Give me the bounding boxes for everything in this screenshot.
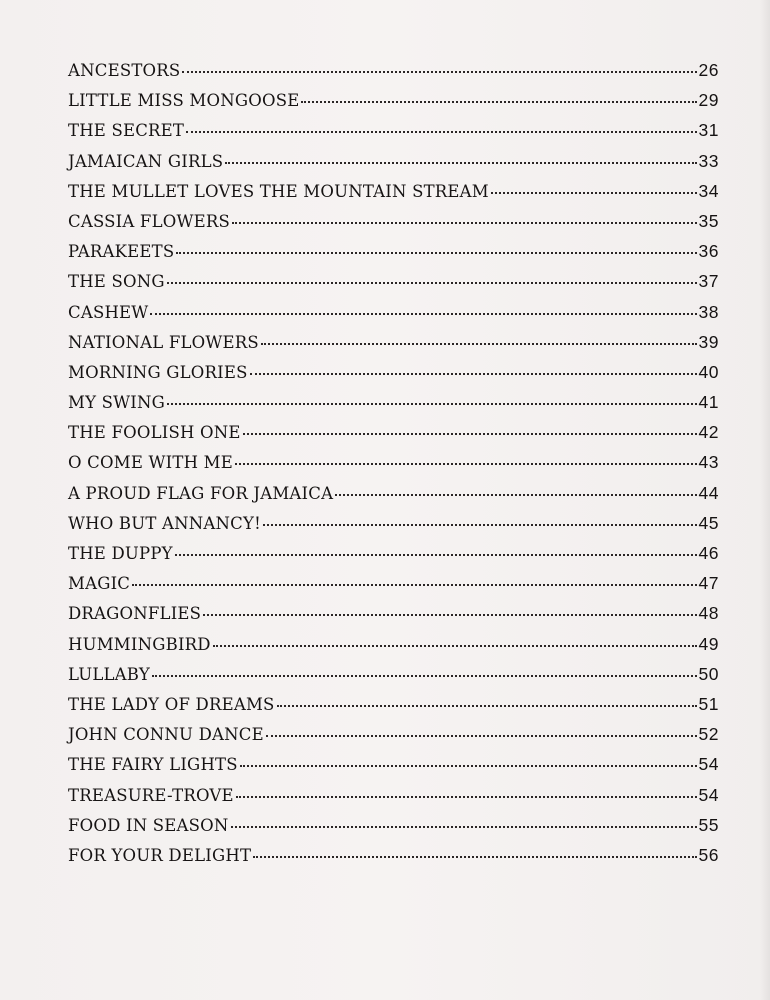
toc-entry-title: THE SECRET [68, 121, 185, 141]
dot-leader [263, 524, 697, 526]
toc-entry-page-number: 40 [698, 361, 719, 382]
toc-entry-title: THE MULLET LOVES THE MOUNTAIN STREAM [68, 181, 489, 201]
toc-entry [68, 120, 719, 150]
dot-leader [150, 313, 696, 315]
toc-entry [68, 513, 719, 543]
toc-entry [68, 634, 719, 664]
toc-entry [68, 815, 719, 845]
dot-leader [213, 645, 697, 647]
toc-entry-title: LULLABY [68, 664, 150, 684]
dot-leader [240, 765, 697, 767]
dot-leader [261, 343, 697, 345]
toc-entry [68, 664, 719, 694]
toc-entry [68, 724, 719, 754]
toc-entry [68, 573, 719, 603]
dot-leader [491, 192, 697, 194]
toc-entry [68, 302, 719, 332]
dot-leader [243, 433, 697, 435]
toc-entry-title: DRAGONFLIES [68, 604, 202, 624]
toc-entry-page-number: 37 [698, 271, 719, 292]
dot-leader [176, 252, 696, 254]
toc-entry-page-number: 43 [698, 452, 719, 473]
toc-entry-title: WHO BUT ANNANCY! [68, 513, 261, 533]
dot-leader [236, 796, 697, 798]
toc-entry [68, 483, 719, 513]
toc-entry-page-number: 41 [698, 392, 719, 413]
toc-entry-page-number: 55 [698, 814, 719, 835]
toc-entry-page-number: 42 [698, 422, 719, 443]
toc-entry-page-number: 56 [698, 844, 719, 865]
toc-entry-title: FOR YOUR DELIGHT [68, 845, 252, 865]
toc-entry-page-number: 50 [698, 663, 719, 684]
toc-entry-page-number: 36 [698, 241, 719, 262]
toc-entry-title: MY SWING [68, 393, 166, 413]
toc-entry-page-number: 38 [698, 301, 719, 322]
toc-entry-title: JAMAICAN GIRLS [68, 151, 224, 171]
toc-entry-page-number: 39 [698, 331, 719, 352]
dot-leader [231, 826, 697, 828]
toc-entry-page-number: 45 [698, 512, 719, 533]
toc-entry-title: A PROUD FLAG FOR JAMAICA [68, 483, 334, 503]
toc-entry [68, 362, 719, 392]
toc-entry [68, 694, 719, 724]
toc-entry [68, 181, 719, 211]
toc-entry-title: NATIONAL FLOWERS [68, 332, 259, 352]
toc-entry-page-number: 33 [698, 150, 719, 171]
dot-leader [182, 71, 696, 73]
dot-leader [277, 705, 697, 707]
toc-entry-page-number: 26 [698, 60, 719, 80]
dot-leader [175, 554, 697, 556]
toc-entry-title: TREASURE-TROVE [68, 785, 234, 805]
toc-entry-title: THE LADY OF DREAMS [68, 694, 275, 714]
toc-entry-page-number: 48 [698, 603, 719, 624]
toc-entry-title: MORNING GLORIES [68, 362, 248, 382]
toc-entry-title: HUMMINGBIRD [68, 634, 211, 654]
toc-entry-title: PARAKEETS [68, 242, 175, 262]
page-edge-shadow [760, 0, 770, 1000]
dot-leader [235, 463, 697, 465]
toc-entry [68, 60, 719, 90]
toc-entry-page-number: 51 [698, 693, 719, 714]
dot-leader [266, 735, 697, 737]
toc-entry-title: FOOD IN SEASON [68, 815, 229, 835]
dot-leader [250, 373, 697, 375]
toc-entry [68, 271, 719, 301]
toc-entry-title: LITTLE MISS MONGOOSE [68, 91, 300, 111]
toc-entry [68, 332, 719, 362]
dot-leader [167, 282, 697, 284]
dot-leader [152, 675, 697, 677]
toc-entry [68, 392, 719, 422]
toc-entry-title: O COME WITH ME [68, 453, 233, 473]
toc-entry [68, 543, 719, 573]
toc-entry [68, 90, 719, 120]
toc-entry-page-number: 44 [698, 482, 719, 503]
toc-entry [68, 422, 719, 452]
toc-entry-page-number: 46 [698, 543, 719, 563]
toc-entry [68, 452, 719, 482]
dot-leader [253, 856, 696, 858]
toc-entry-page-number: 52 [698, 724, 719, 745]
toc-entry-title: CASHEW [68, 302, 149, 322]
toc-entry-title: THE FOOLISH ONE [68, 423, 241, 443]
table-of-contents [68, 60, 719, 875]
toc-entry-title: THE FAIRY LIGHTS [68, 755, 238, 775]
dot-leader [186, 131, 696, 133]
toc-entry-page-number: 34 [698, 180, 719, 201]
toc-entry-page-number: 35 [698, 210, 719, 231]
toc-entry [68, 241, 719, 271]
toc-entry [68, 211, 719, 241]
toc-entry [68, 845, 719, 875]
dot-leader [132, 584, 696, 586]
toc-entry-title: CASSIA FLOWERS [68, 211, 230, 231]
dot-leader [203, 614, 696, 616]
dot-leader [335, 494, 696, 496]
toc-entry-page-number: 54 [698, 784, 719, 805]
toc-entry-page-number: 31 [698, 120, 719, 141]
toc-entry-page-number: 54 [698, 754, 719, 775]
toc-entry-page-number: 47 [698, 573, 719, 594]
toc-entry [68, 603, 719, 633]
toc-entry-title: JOHN CONNU DANCE [68, 725, 264, 745]
toc-entry [68, 754, 719, 784]
toc-entry-title: THE DUPPY [68, 544, 173, 563]
toc-entry-title: MAGIC [68, 574, 131, 594]
dot-leader [301, 101, 696, 103]
toc-entry-title: THE SONG [68, 272, 165, 292]
toc-entry-title: ANCESTORS [68, 61, 181, 80]
dot-leader [232, 222, 697, 224]
dot-leader [167, 403, 697, 405]
toc-entry-page-number: 49 [698, 633, 719, 654]
dot-leader [225, 162, 696, 164]
toc-entry-page-number: 29 [698, 90, 719, 111]
toc-entry [68, 151, 719, 181]
toc-entry [68, 785, 719, 815]
